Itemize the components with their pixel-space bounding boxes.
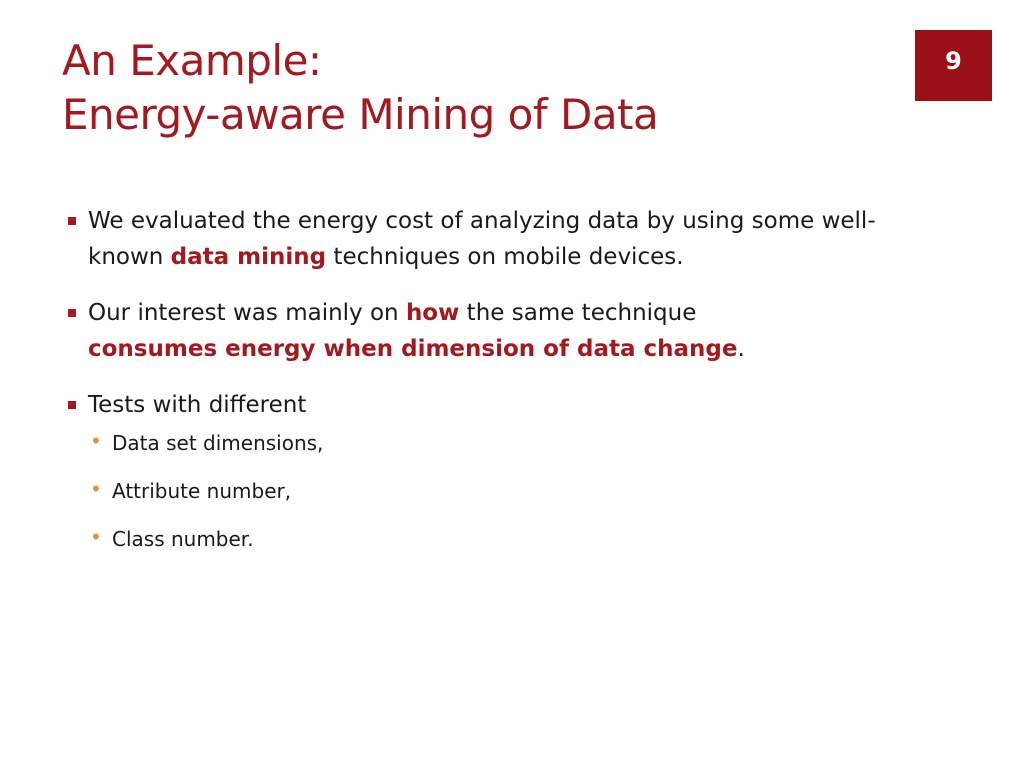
bullet-emphasis: how xyxy=(405,300,460,326)
round-bullet-icon: • xyxy=(90,429,102,453)
bullet-text: . xyxy=(737,336,745,362)
bullet-text: Our interest was mainly on xyxy=(88,300,406,326)
slide-content xyxy=(62,203,902,573)
bullet-text: techniques on mobile devices. xyxy=(326,244,684,270)
sub-bullet-item xyxy=(88,429,902,457)
square-bullet-icon xyxy=(68,217,76,225)
sub-bullet-item xyxy=(88,525,902,553)
square-bullet-icon xyxy=(68,401,76,409)
title-line-1: An Example: xyxy=(62,36,322,85)
bullet-text: the same technique xyxy=(459,300,697,326)
title-line-2: Energy-aware Mining of Data xyxy=(62,90,659,139)
bullet-emphasis: consumes energy when dimension of data change xyxy=(88,336,738,362)
bullet-item xyxy=(62,203,902,275)
round-bullet-icon: • xyxy=(90,525,102,549)
slide-number: 9 xyxy=(945,47,962,75)
bullet-item xyxy=(62,387,902,423)
bullet-emphasis: data mining xyxy=(170,244,327,270)
sub-bullet-list xyxy=(62,429,902,553)
bullet-text: We evaluated the energy cost of analyzing data by using some well-known xyxy=(88,208,876,270)
bullet-item xyxy=(62,295,902,367)
sub-bullet-text: Data set dimensions, xyxy=(112,431,324,455)
sub-bullet-text: Attribute number, xyxy=(112,479,292,503)
round-bullet-icon: • xyxy=(90,477,102,501)
sub-bullet-item xyxy=(88,477,902,505)
slide-number-badge xyxy=(915,30,992,101)
bullet-text: Tests with different xyxy=(88,392,307,418)
square-bullet-icon xyxy=(68,309,76,317)
slide-title xyxy=(62,34,902,142)
sub-bullet-text: Class number. xyxy=(112,527,254,551)
